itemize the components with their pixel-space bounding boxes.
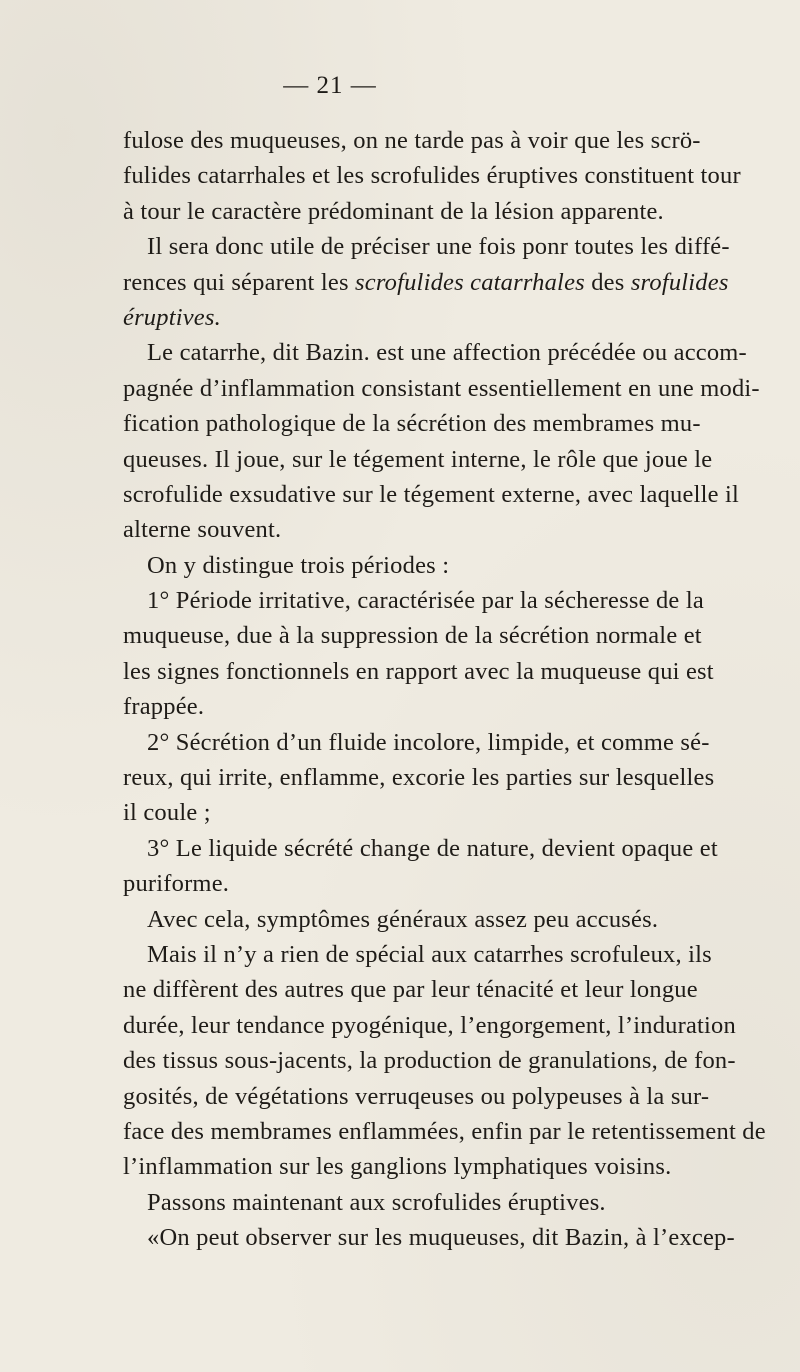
text-line bbox=[123, 300, 688, 335]
text-line bbox=[123, 265, 729, 300]
text-line: Avec cela, symptômes généraux assez peu accusés. bbox=[147, 905, 659, 933]
text-segment: des bbox=[584, 268, 631, 296]
italic-phrase: scrofulides catarrhales bbox=[355, 268, 585, 296]
text-line: puriforme. bbox=[123, 870, 230, 898]
text-line: queuses. Il joue, sur le tégement interne, le rôle que joue le bbox=[123, 445, 713, 473]
text-line: durée, leur tendance pyogénique, l’engorgement, l’induration bbox=[123, 1011, 736, 1039]
text-line: frappée. bbox=[123, 693, 205, 721]
text-line: pagnée d’inflammation consistant essentiellement en une modi- bbox=[123, 374, 760, 402]
text-line: muqueuse, due à la suppression de la sécrétion normale et bbox=[123, 622, 702, 650]
text-line: 2° Sécrétion d’un fluide incolore, limpide, et comme sé- bbox=[147, 728, 710, 756]
text-line: gosités, de végétations verruqeuses ou polypeuses à la sur- bbox=[123, 1082, 710, 1110]
text-line: «On peut observer sur les muqueuses, dit Bazin, à l’excep- bbox=[147, 1224, 735, 1252]
text-line: Il sera donc utile de préciser une fois ponr toutes les diffé- bbox=[147, 233, 730, 261]
text-line: alterne souvent. bbox=[123, 516, 282, 544]
italic-phrase: éruptives. bbox=[123, 303, 221, 331]
text-line: à tour le caractère prédominant de la lésion apparente. bbox=[123, 197, 664, 225]
text-line: des tissus sous-jacents, la production de granulations, de fon- bbox=[123, 1047, 736, 1075]
text-line: face des membrames enflammées, enfin par le retentissement de bbox=[123, 1117, 766, 1145]
text-line: 3° Le liquide sécrété change de nature, devient opaque et bbox=[147, 834, 718, 862]
text-line: fication pathologique de la sécrétion des membrames mu- bbox=[123, 410, 701, 438]
italic-phrase: srofulides bbox=[630, 268, 729, 296]
text-line: Passons maintenant aux scrofulides éruptives. bbox=[147, 1188, 606, 1216]
text-line: reux, qui irrite, enflamme, excorie les parties sur lesquelles bbox=[123, 764, 715, 792]
text-line: l’inflammation sur les ganglions lymphatiques voisins. bbox=[123, 1153, 672, 1181]
text-line: les signes fonctionnels en rapport avec la muqueuse qui est bbox=[123, 657, 714, 685]
body-text bbox=[123, 123, 766, 1256]
text-line: fulides catarrhales et les scrofulides éruptives constituent tour bbox=[123, 162, 741, 190]
text-line: scrofulide exsudative sur le tégement externe, avec laquelle il bbox=[123, 480, 739, 508]
page-number: — 21 — bbox=[283, 72, 377, 99]
text-segment: rences qui séparent les bbox=[123, 268, 356, 296]
text-line: il coule ; bbox=[123, 799, 211, 827]
text-line: Mais il n’y a rien de spécial aux catarrhes scrofuleux, ils bbox=[147, 940, 712, 968]
text-line: On y distingue trois périodes : bbox=[147, 551, 450, 579]
text-line: ne diffèrent des autres que par leur ténacité et leur longue bbox=[123, 976, 698, 1004]
text-line: fulose des muqueuses, on ne tarde pas à voir que les scrö- bbox=[123, 127, 701, 154]
text-line: Le catarrhe, dit Bazin. est une affection précédée ou accom- bbox=[147, 339, 747, 367]
text-line: 1° Période irritative, caractérisée par la sécheresse de la bbox=[147, 587, 704, 615]
